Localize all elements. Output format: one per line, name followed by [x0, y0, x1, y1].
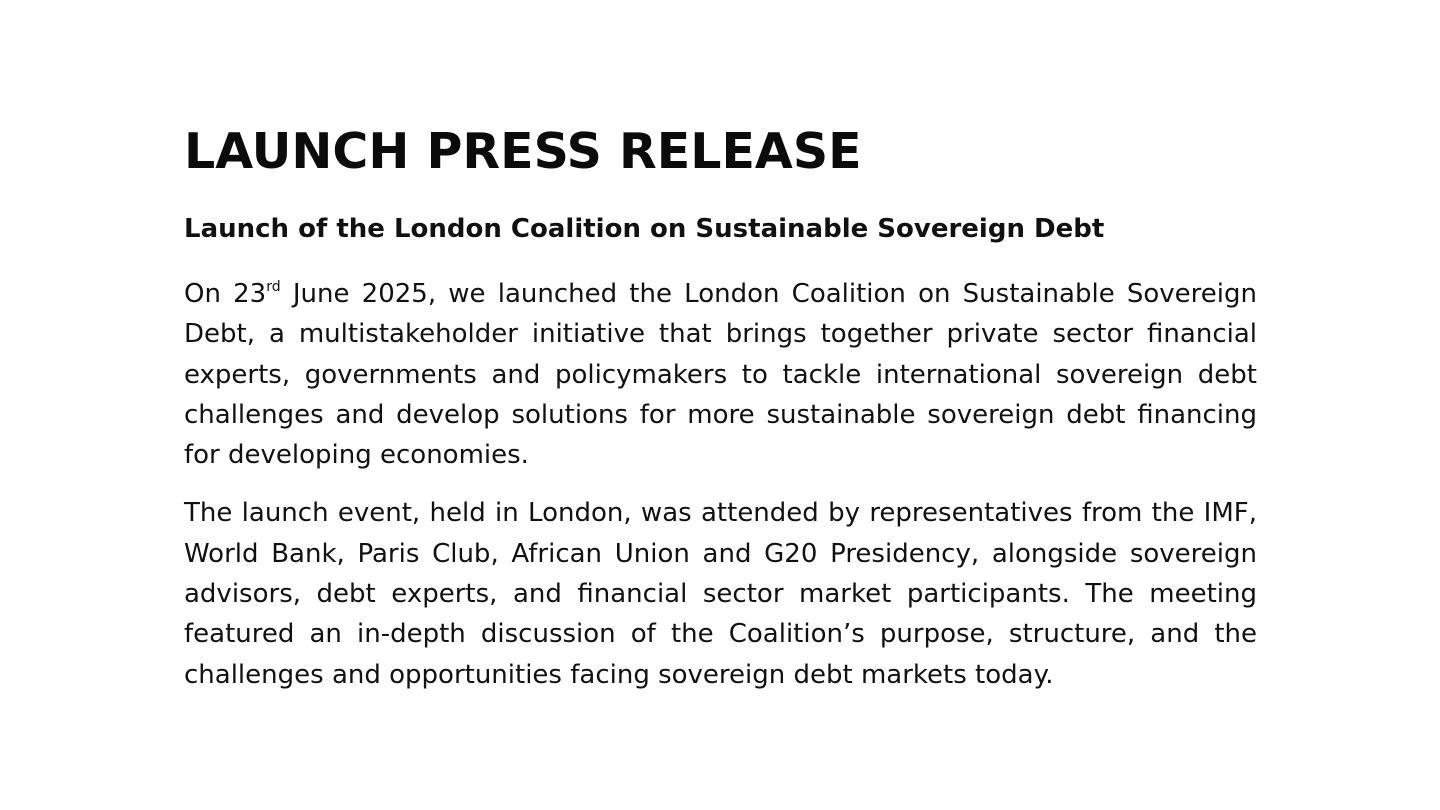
document-body: [184, 118, 1257, 695]
ordinal-suffix: rd: [266, 279, 281, 295]
paragraph-lead-text: On 23: [184, 279, 267, 309]
paragraph-launch-announcement: [184, 274, 1257, 475]
page-title: LAUNCH PRESS RELEASE: [184, 123, 862, 180]
document-subtitle: Launch of the London Coalition on Sustainable Sovereign Debt: [184, 214, 1105, 244]
paragraph-body-text: June 2025, we launched the London Coalition on Sustainable Sovereign Debt, a multistakeholder initiative that brings together private sector financial experts, governments and policymakers to tackle international sovereign debt challenges and develop solutions for more sustainable sovereign debt financing for developing economies.: [184, 279, 1257, 471]
paragraph-launch-event: The launch event, held in London, was attended by representatives from the IMF, World Bank, Paris Club, African Union and G20 Presidency, alongside sovereign advisors, debt experts, and financial sector market participants. The meeting featured an in-depth discussion of the Coalition’s purpose, structure, and the challenges and opportunities facing sovereign debt markets today.: [184, 498, 1257, 690]
